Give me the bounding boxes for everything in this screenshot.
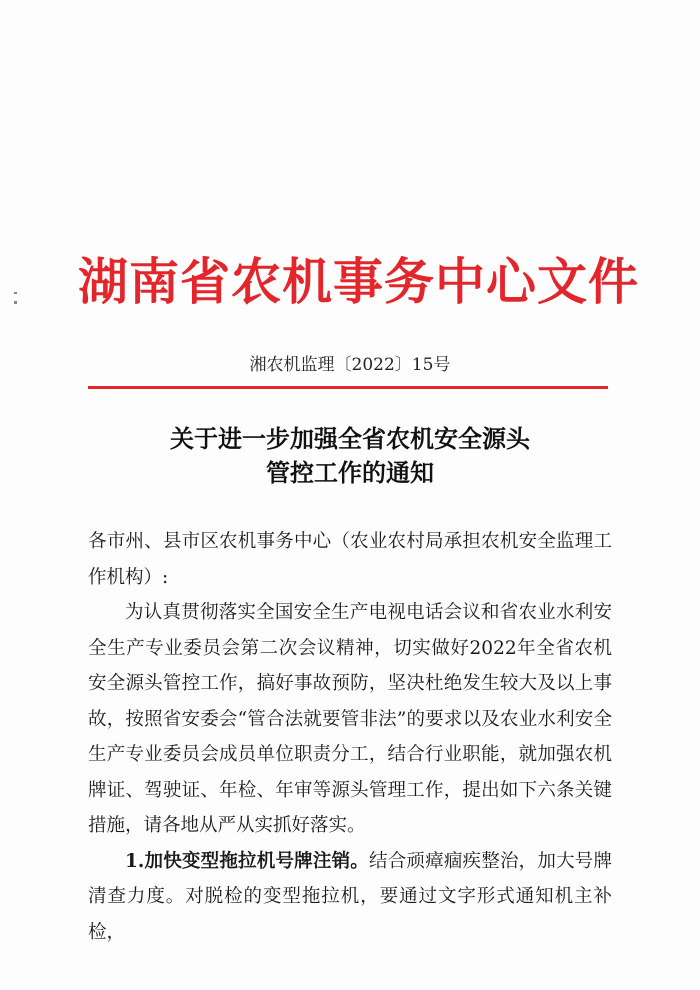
agency-header-title: 湖南省农机事务中心文件 — [78, 253, 639, 311]
document-body — [88, 524, 612, 950]
item-1-text: 结合顽瘴痼疾整治，加大号牌清查力度。对脱检的变型拖拉机，要通过文字形式通知机主补检， — [88, 850, 612, 943]
red-separator-line — [88, 386, 608, 389]
document-title-line-1: 关于进一步加强全省农机安全源头 — [170, 424, 530, 453]
scan-speck — [14, 292, 17, 294]
paragraph-item-1 — [88, 844, 612, 951]
document-title — [0, 422, 700, 490]
scan-speck — [14, 301, 17, 304]
paragraph-1: 为认真贯彻落实全国安全生产电视电话会议和省农业水利安全生产专业委员会第二次会议精神，切实做好2022年全省农机安全源头管控工作，搞好事故预防，坚决杜绝发生较大及以上事故，按照省安委会“管合法就要管非法”的要求以及农业水利安全生产专业委员会成员单位职责分工，结合行业职能，就加强农机牌证、驾驶证、年检、年审等源头管理工作，提出如下六条关键措施，请各地从严从实抓好落实。 — [88, 602, 612, 836]
addressee: 各市州、县市区农机事务中心（农业农村局承担农机安全监理工作机构）: — [88, 531, 612, 588]
document-title-line-2: 管控工作的通知 — [266, 458, 434, 487]
item-1-heading: 1.加快变型拖拉机号牌注销。 — [125, 850, 369, 872]
document-number: 湘农机监理〔2022〕15号 — [249, 355, 451, 375]
